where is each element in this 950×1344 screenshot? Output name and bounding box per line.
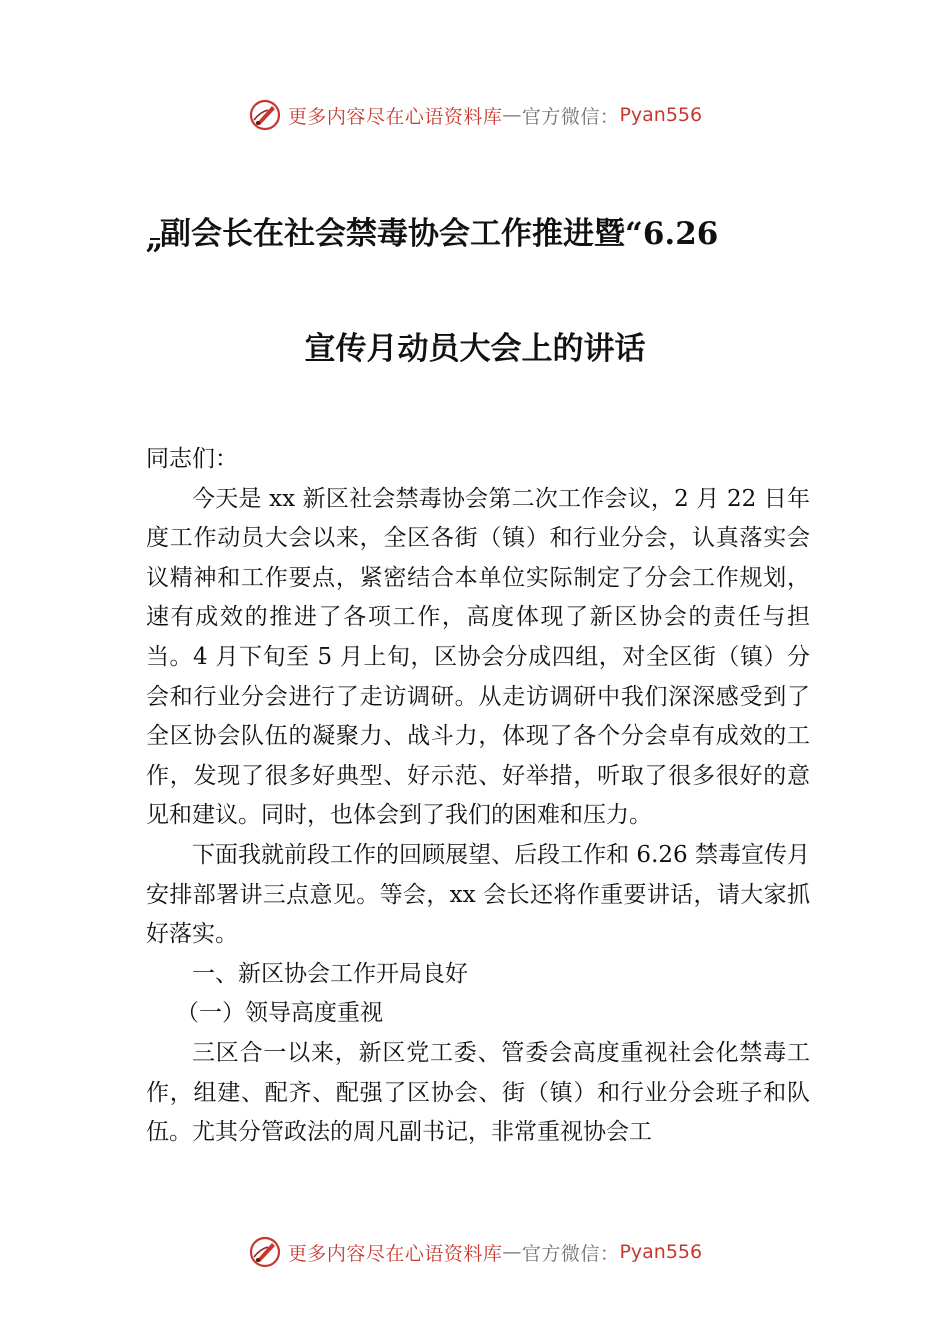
document-body xyxy=(146,440,810,1153)
quill-circle-logo-icon xyxy=(248,1235,282,1269)
watermark-red-text: 更多内容尽在心语资料库 xyxy=(287,1242,503,1265)
greeting: 同志们： xyxy=(146,446,238,472)
watermark-dash: — xyxy=(502,104,522,126)
document-title-line1: 副会长在社会禁毒协会工作推进暨“6.26 xyxy=(160,216,719,252)
document-title-line2: 宣传月动员大会上的讲话 xyxy=(304,331,646,367)
watermark-header xyxy=(0,95,950,135)
body-paragraph-1: 今天是 xx 新区社会禁毒协会第二次工作会议，2 月 22 日年度工作动员大会以来，全区各街（镇）和行业分会，认真落实会议精神和工作要点，紧密结合本单位实际制定了分会工作规划，速有成效的推进了各项工作，高度体现了新区协会的责任与担当。4 月下旬至 5 月上旬，区协会分成四组，对全区街（镇）分会和行业分会进行了走访调研。从走访调研中我们深深感受到了全区协会队伍的凝聚力、战斗力，体现了各个分会卓有成效的工作，发现了很多好典型、好示范、好举措，听取了很多很好的意见和建议。同时，也体会到了我们的困难和压力。 xyxy=(146,485,810,829)
watermark-dash: — xyxy=(502,1241,522,1263)
document-title-quote: ” xyxy=(145,238,163,274)
section-heading-1: 一、新区协会工作开局良好 xyxy=(192,960,468,987)
watermark-red-text: 更多内容尽在心语资料库 xyxy=(287,105,503,128)
watermark-wechat-id: Pyan556 xyxy=(619,104,703,126)
title-underscore-mark xyxy=(150,214,160,240)
body-paragraph-3: 三区合一以来，新区党工委、管委会高度重视社会化禁毒工作，组建、配齐、配强了区协会、街（镇）和行业分会班子和队伍。尤其分管政法的周凡副书记，非常重视协会工 xyxy=(146,1039,810,1146)
body-paragraph-2: 下面我就前段工作的回顾展望、后段工作和 6.26 禁毒宣传月安排部署讲三点意见。等会，xx 会长还将作重要讲话，请大家抓好落实。 xyxy=(146,841,810,948)
watermark-gray-text: 官方微信： xyxy=(521,1242,620,1265)
subsection-heading-1: （一）领导高度重视 xyxy=(176,1000,383,1027)
watermark-gray-text: 官方微信： xyxy=(521,105,620,128)
quill-circle-logo-icon xyxy=(248,98,282,132)
watermark-wechat-id: Pyan556 xyxy=(619,1241,703,1263)
watermark-footer xyxy=(0,1232,950,1272)
